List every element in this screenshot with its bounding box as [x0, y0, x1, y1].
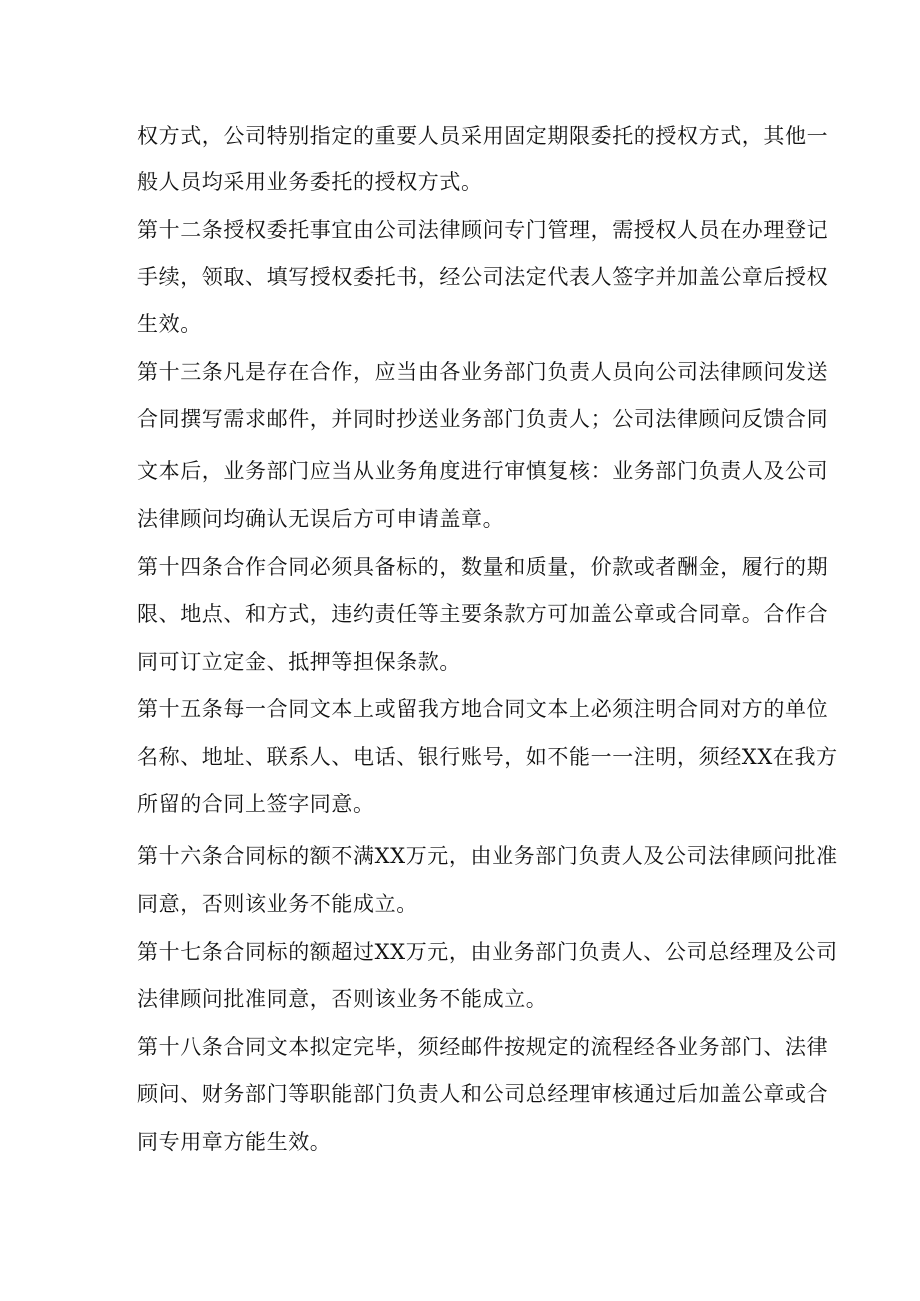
text-line: 同专用章方能生效。 [137, 1130, 332, 1154]
text-line: 名称、地址、联系人、电话、银行账号，如不能一一注明，须经XX在我方 [137, 745, 838, 769]
text-line: 同意，否则该业务不能成立。 [137, 892, 418, 916]
text-line: 文本后，业务部门应当从业务角度进行审慎复核：业务部门负责人及公司 [137, 459, 829, 483]
text-line: 所留的合同上签字同意。 [137, 792, 375, 816]
text-line: 第十六条合同标的额不满XX万元，由业务部门负责人及公司法律顾问批准 [137, 844, 838, 868]
text-line: 权方式，公司特别指定的重要人员采用固定期限委托的授权方式，其他一 [137, 124, 829, 148]
text-line: 法律顾问批准同意，否则该业务不能成立。 [137, 987, 548, 1011]
text-line: 第十二条授权委托事宜由公司法律顾问专门管理，需授权人员在办理登记 [137, 218, 829, 242]
text-line: 合同撰写需求邮件，并同时抄送业务部门负责人；公司法律顾问反馈合同 [137, 407, 829, 431]
text-line: 限、地点、和方式，违约责任等主要条款方可加盖公章或合同章。合作合 [137, 602, 829, 626]
text-line: 同可订立定金、抵押等担保条款。 [137, 650, 461, 674]
text-line: 手续，领取、填写授权委托书，经公司法定代表人签字并加盖公章后授权 [137, 265, 829, 289]
text-line: 第十四条合作合同必须具备标的，数量和质量，价款或者酬金，履行的期 [137, 555, 829, 579]
text-line: 第十三条凡是存在合作，应当由各业务部门负责人员向公司法律顾问发送 [137, 360, 829, 384]
text-line: 生效。 [137, 312, 202, 336]
text-line: 法律顾问均确认无误后方可申请盖章。 [137, 507, 505, 531]
text-line: 般人员均采用业务委托的授权方式。 [137, 170, 483, 194]
text-line: 第十五条每一合同文本上或留我方地合同文本上必须注明合同对方的单位 [137, 697, 829, 721]
text-line: 第十八条合同文本拟定完毕，须经邮件按规定的流程经各业务部门、法律 [137, 1035, 829, 1059]
text-line: 第十七条合同标的额超过XX万元，由业务部门负责人、公司总经理及公司 [137, 940, 838, 964]
text-line: 顾问、财务部门等职能部门负责人和公司总经理审核通过后加盖公章或合 [137, 1082, 829, 1106]
